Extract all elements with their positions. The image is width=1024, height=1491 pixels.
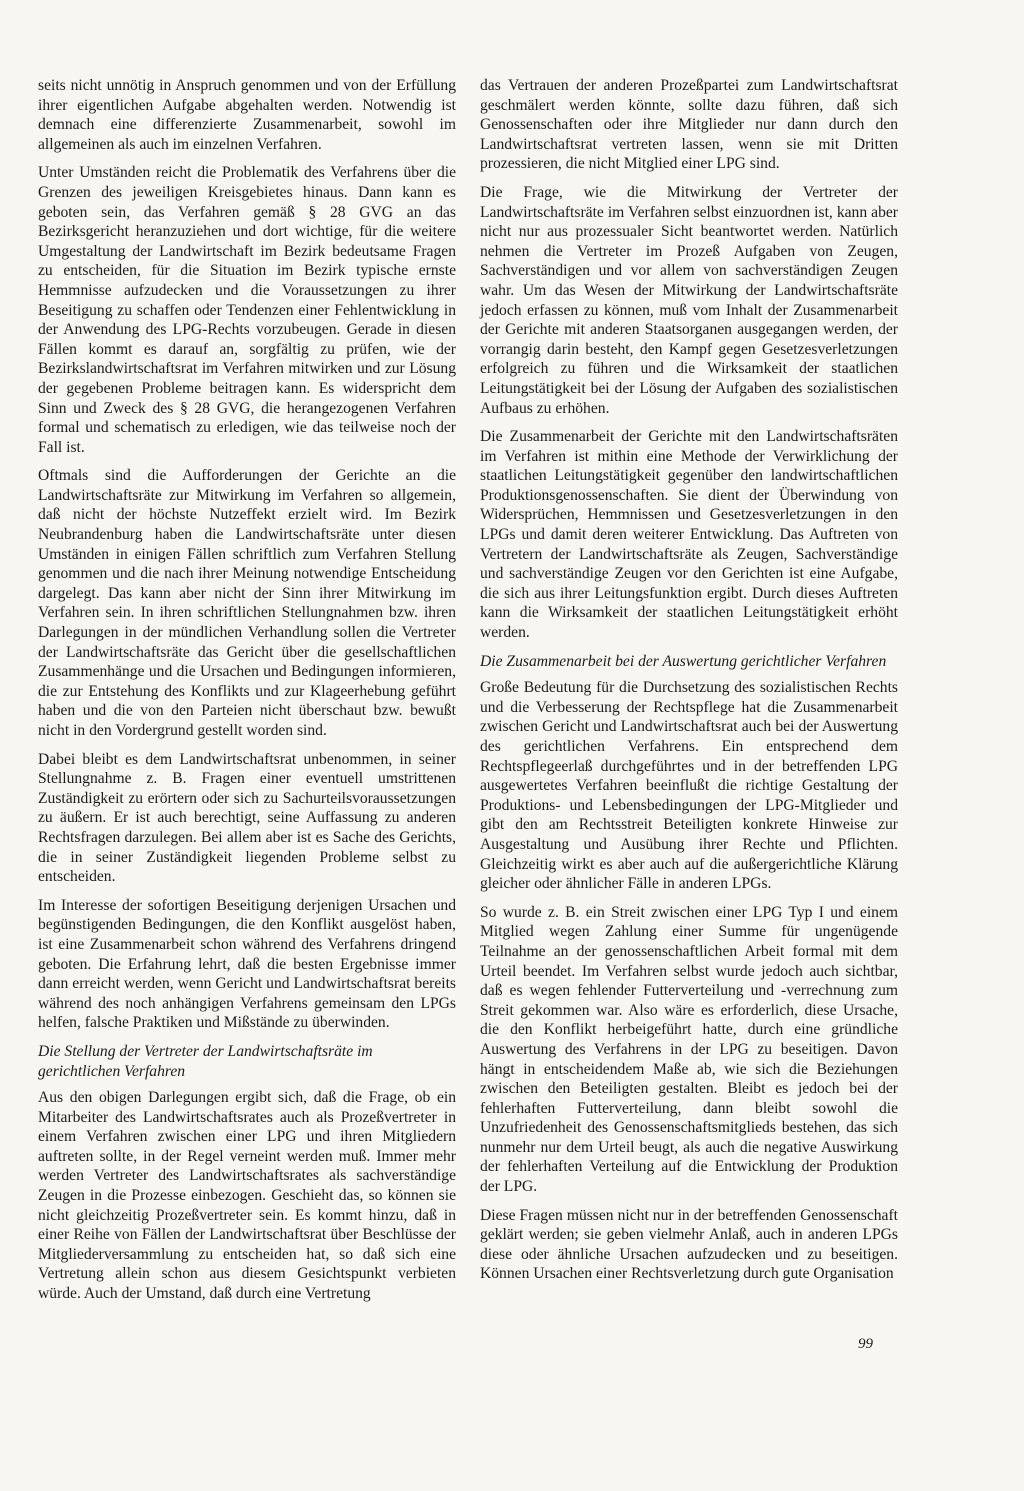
paragraph: Die Zusammenarbeit der Gerichte mit den Landwirtschaftsräten im Verfahren ist mithin eine Methode der Verwirklichung der staatlichen Leitungstätigkeit gegenüber den landwirtschaftlichen Produktionsgenossenschaften. Sie dient der Überwindung von Widersprüchen, Hemmnissen und Gesetzesverletzungen in den LPGs und damit deren weiterer Entwicklung. Das Auftreten von Vertretern der Landwirtschaftsräte als Zeugen, Sachverständige und sachverständige Zeugen vor den Gerichten ist eine Aufgabe, die sich aus ihrer Leitungsfunktion ergibt. Durch dieses Auftreten kann die Wirksamkeit der staatlichen Leitungstätigkeit erhöht werden. xyxy=(480,428,898,642)
paragraph: Aus den obigen Darlegungen ergibt sich, daß die Frage, ob ein Mitarbeiter des Landwirtschaftsrates auch als Prozeßvertreter in einem Verfahren zwischen einer LPG und ihren Mitgliedern auftreten sollte, in der Regel verneint werden muß. Immer mehr werden Vertreter des Landwirtschaftsrates als sachverständige Zeugen in die Prozesse einbezogen. Geschieht das, so können sie nicht gleichzeitig Prozeßvertreter sein. Es kommt hinzu, daß in einer Reihe von Fällen der Landwirtschaftsrat über Beschlüsse der Mitgliederversammlung zu entscheiden hat, so daß sich eine Vertretung allein schon aus diesem Gesichtspunkt verbieten würde. Auch der Umstand, daß durch eine Vertretung xyxy=(38,1089,456,1303)
right-column xyxy=(480,76,898,1293)
paragraph: Diese Fragen müssen nicht nur in der betreffenden Genossenschaft geklärt werden; sie geben vielmehr Anlaß, auch in anderen LPGs diese oder ähnliche Ursachen aufzudecken und zu beseitigen. Können Ursachen einer Rechtsverletzung durch gute Organisation xyxy=(480,1206,898,1283)
paragraph: So wurde z. B. ein Streit zwischen einer LPG Typ I und einem Mitglied wegen Zahlung einer Summe für ungenügende Teilnahme an der genossenschaftlichen Arbeit formal mit dem Urteil beendet. Im Verfahren selbst wurde jedoch auch sichtbar, daß es wegen fehlender Futterverteilung und -verrechnung zum Streit gekommen war. Also wäre es erforderlich, diese Ursache, die den Konflikt herbeigeführt hatte, durch eine gründliche Auswertung des Verfahrens in der LPG zu beseitigen. Davon hängt in entscheidendem Maße ab, wie sich die Beziehungen zwischen den Beteiligten gestalten. Bleibt es jedoch bei der fehlerhaften Futterverteilung, dann bleibt sowohl die Unzufriedenheit des Genossenschaftsmitglieds bestehen, das sich nunmehr nur dem Urteil beugt, als auch die negative Auswirkung der fehlerhaften Verteilung auf die Entwicklung der Produktion der LPG. xyxy=(480,903,898,1196)
paragraph: Große Bedeutung für die Durchsetzung des sozialistischen Rechts und die Verbesserung der Rechtspflege hat die Zusammenarbeit zwischen Gericht und Landwirtschaftsrat auch bei der Auswertung des gerichtlichen Verfahrens. Ein entsprechend dem Rechtspflegeerlaß durchgeführtes und in der betreffenden LPG ausgewertetes Verfahren beeinflußt die richtige Gestaltung der Produktions- und Lebensbedingungen der LPG-Mitglieder und gibt den am Rechtsstreit Beteiligten konkrete Hinweise zur Ausgestaltung und Ausübung ihrer Rechte und Pflichten. Gleichzeitig wirkt es aber auch auf die außergerichtliche Klärung gleicher oder ähnlicher Fälle in anderen LPGs. xyxy=(480,679,898,893)
left-column xyxy=(38,76,456,1313)
paragraph: Dabei bleibt es dem Landwirtschaftsrat unbenommen, in seiner Stellungnahme z. B. Fragen einer eventuell umstrittenen Zuständigkeit zu erörtern oder sich zu Sachurteilsvoraussetzungen zu äußern. Er ist auch berechtigt, seine Auffassung zu anderen Rechtsfragen darzulegen. Bei allem aber ist es Sache des Gerichts, die in seiner Zuständigkeit liegenden Probleme selbst zu entscheiden. xyxy=(38,750,456,886)
paragraph: Im Interesse der sofortigen Beseitigung derjenigen Ursachen und begünstigenden Bedingungen, die den Konflikt ausgelöst haben, ist eine Zusammenarbeit schon während des Verfahrens dringend geboten. Die Erfahrung lehrt, daß die besten Ergebnisse immer dann erreicht werden, wenn Gericht und Landwirtschaftsrat bereits während des noch anhängigen Verfahrens gemeinsam den LPGs helfen, falsche Praktiken und Mißstände zu überwinden. xyxy=(38,896,456,1032)
paragraph: Unter Umständen reicht die Problematik des Verfahrens über die Grenzen des jeweiligen Kreisgebietes hinaus. Dann kann es geboten sein, das Verfahren gemäß § 28 GVG an das Bezirksgericht heranzuziehen und dort wichtige, für die weitere Umgestaltung der Landwirtschaft im Bezirk bedeutsame Fragen zu entscheiden, für die Situation im Bezirk typische ernste Hemmnisse aufzudecken und die Voraussetzungen zu ihrer Beseitigung zu schaffen oder Tendenzen einer Fehlentwicklung in der Anwendung des LPG-Rechts vorzubeugen. Gerade in diesen Fällen kommt es darauf an, sorgfältig zu prüfen, wie der Bezirkslandwirtschaftsrat im Verfahren mitwirken und zur Lösung der gegebenen Probleme beitragen kann. Es widerspricht dem Sinn und Zweck des § 28 GVG, die herangezogenen Verfahren formal und schematisch zu erledigen, wie das teilweise noch der Fall ist. xyxy=(38,164,456,456)
section-heading: Die Stellung der Vertreter der Landwirtschaftsräte im gerichtlichen Verfahren xyxy=(38,1042,373,1080)
paragraph: Die Frage, wie die Mitwirkung der Vertreter der Landwirtschaftsräte im Verfahren selbst einzuordnen ist, kann aber nicht nur aus prozessualer Sicht beantwortet werden. Natürlich nehmen die Vertreter im Prozeß Aufgaben von Zeugen, Sachverständigen und vor allem von sachverständigen Zeugen wahr. Um das Wesen der Mitwirkung der Landwirtschaftsräte jedoch erfassen zu können, muß vom Inhalt der Zusammenarbeit der Gerichte mit anderen Staatsorganen ausgegangen werden, der vorrangig darin besteht, den Kampf gegen Gesetzesverletzungen erfolgreich zu führen und die Wirksamkeit der staatlichen Leitungstätigkeit bei der Lösung der Aufgaben des sozialistischen Aufbaus zu erhöhen. xyxy=(480,183,898,417)
paragraph: das Vertrauen der anderen Prozeßpartei zum Landwirtschaftsrat geschmälert werden könnte, sollte dazu führen, daß sich Genossenschaften oder ihre Mitglieder nur dann durch den Landwirtschaftsrat vertreten lassen, wenn sie mit Dritten prozessieren, die nicht Mitglied einer LPG sind. xyxy=(480,77,898,173)
paragraph: seits nicht unnötig in Anspruch genommen und von der Erfüllung ihrer eigentlichen Aufgabe abgehalten werden. Notwendig ist demnach eine differenzierte Zusammenarbeit, sowohl im allgemeinen als auch im einzelnen Verfahren. xyxy=(38,77,456,153)
paragraph: Oftmals sind die Aufforderungen der Gerichte an die Landwirtschaftsräte zur Mitwirkung im Verfahren so allgemein, daß nicht der höchste Nutzeffekt erzielt wird. Im Bezirk Neubrandenburg haben die Landwirtschaftsräte unter diesen Umständen in einigen Fällen schriftlich zum Verfahren Stellung genommen und die nach ihrer Meinung notwendige Entscheidung dargelegt. Das kann aber nicht der Sinn ihrer Mitwirkung im Verfahren sein. In ihren schriftlichen Stellungnahmen bzw. ihren Darlegungen in der mündlichen Verhandlung sollen die Vertreter der Landwirtschaftsräte das Gericht über die gesellschaftlichen Zusammenhänge und die Ursachen und Bedingungen informieren, die zur Entstehung des Konflikts und zur Klageerhebung geführt haben und die von den Parteien nicht überschaut bzw. bewußt nicht in den Vordergrund gestellt worden sind. xyxy=(38,467,456,739)
page-number: 99 xyxy=(858,1336,873,1352)
section-heading: Die Zusammenarbeit bei der Auswertung gerichtlicher Verfahren xyxy=(480,652,887,670)
